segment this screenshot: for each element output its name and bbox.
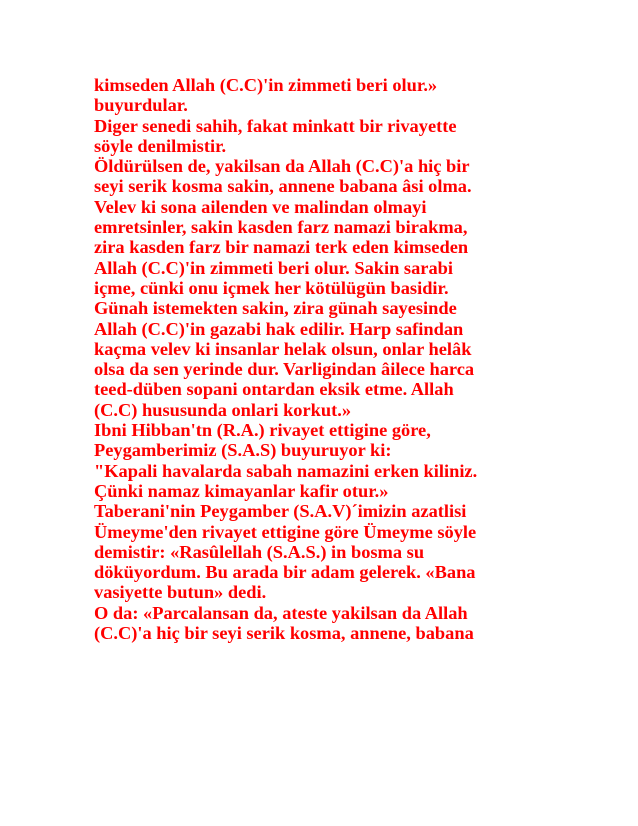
text-line: teed-düben sopani ontardan eksik etme. Allah [94,379,454,400]
text-line: Peygamberimiz (S.A.S) buyuruyor ki: [94,440,392,461]
text-line: vasiyette butun» dedi. [94,582,267,603]
text-line: içme, cünki onu içmek her kötülügün basidir. [94,277,449,298]
text-line: Diger senedi sahih, fakat minkatt bir rivayette [94,115,457,136]
text-line: Velev ki sona ailenden ve malindan olmayi [94,196,427,217]
text-line: seyi serik kosma sakin, annene babana âsi olma. [94,176,472,197]
text-line: emretsinler, sakin kasden farz namazi birakma, [94,217,468,238]
text-line: Günah istemekten sakin, zira günah sayesinde [94,298,457,319]
text-line: (C.C) hususunda onlari korkut.» [94,399,352,420]
text-line: söyle denilmistir. [94,135,227,156]
text-line: Çünki namaz kimayanlar kafir otur.» [94,480,389,501]
text-line: Allah (C.C)'in zimmeti beri olur. Sakin sarabi [94,257,453,278]
text-line: olsa da sen yerinde dur. Varligindan âilece harca [94,359,475,380]
text-line: kimseden Allah (C.C)'in zimmeti beri olur.» [94,75,438,95]
text-line: Allah (C.C)'in gazabi hak edilir. Harp safindan [94,318,464,339]
text-line: (C.C)'a hiç bir seyi serik kosma, annene, babana [94,623,474,644]
text-line: demistir: «Rasûlellah (S.A.S.) in bosma su [94,541,425,562]
text-line: Ümeyme'den rivayet ettigine göre Ümeyme söyle [94,521,477,542]
text-line: "Kapali havalarda sabah namazini erken kiliniz. [94,460,478,481]
body-text [94,75,614,643]
text-line: Ibni Hibban'tn (R.A.) rivayet ettigine göre, [94,420,431,441]
text-line: buyurdular. [94,95,188,116]
text-line: O da: «Parcalansan da, ateste yakilsan da Allah [94,602,468,623]
text-line: zira kasden farz bir namazi terk eden kimseden [94,237,469,258]
text-line: Taberani'nin Peygamber (S.A.V)´imizin azatlisi [94,501,467,522]
text-line: Öldürülsen de, yakilsan da Allah (C.C)'a hiç bir [94,156,470,177]
text-line: kaçma velev ki insanlar helak olsun, onlar helâk [94,338,472,359]
text-line: döküyordum. Bu arada bir adam gelerek. «Bana [94,562,476,583]
